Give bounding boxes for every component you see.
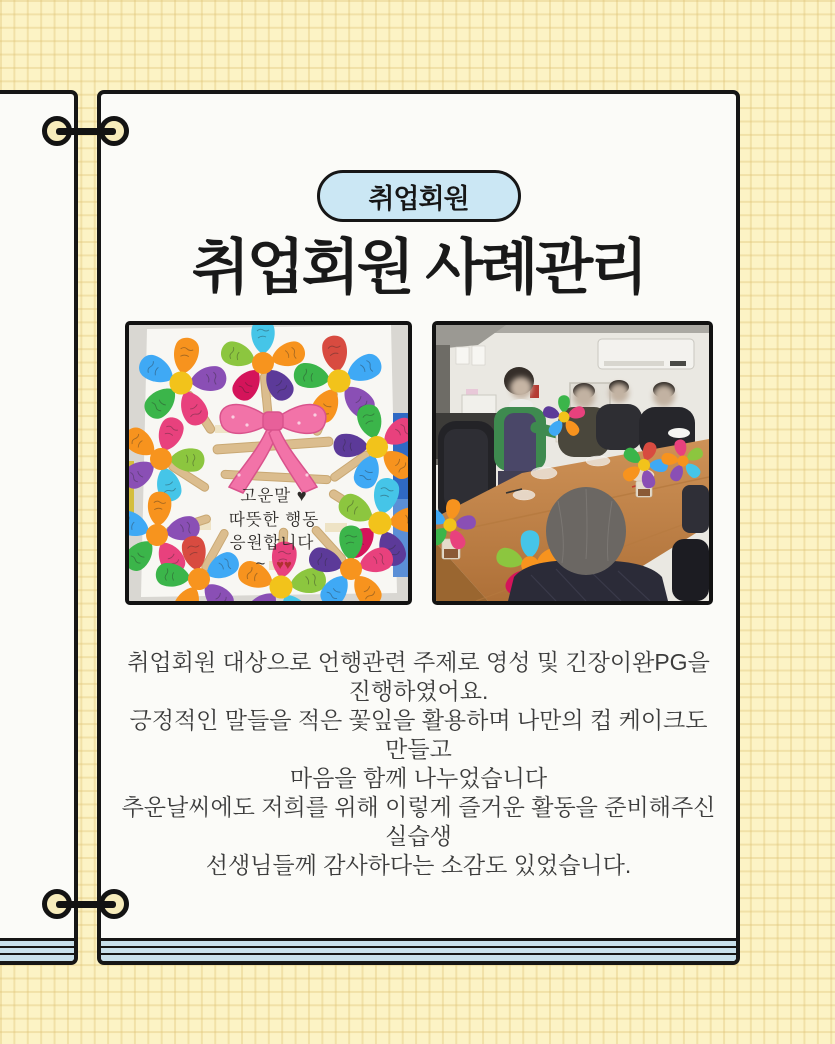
white-bowl [668,428,690,438]
description-line: 선생님들께 감사하다는 소감도 있었습니다. [205,852,632,878]
person-right-jacket [672,539,709,601]
binder-ring-bar-top [56,128,116,135]
page-edge-stripes [101,938,736,961]
caption-line-4: ~ [255,555,266,573]
page-edge-stripes [0,938,74,961]
back-page-blank [0,94,74,938]
blurred-face [653,385,675,407]
photo-flower-board [125,321,412,605]
caption-heart-icon: ♥♥ [275,557,292,572]
blurred-face [573,386,595,408]
page-title: 취업회원 사례관리 [191,234,646,301]
description-line: 긍정적인 말들을 적은 꽃잎을 활용하며 나만의 컵 케이크도 만들고 [129,707,708,762]
caption-line-1: 고운말 ♥ [239,487,308,505]
description-line: 취업회원 대상으로 언행관련 주제로 영성 및 긴장이완PG을 [127,649,710,675]
description-line: 마음을 함께 나누었습니다 [289,765,548,791]
blurred-face [609,383,629,403]
description-line: 추운날씨에도 저희를 위해 이렇게 즐거운 활동을 준비해주신 실습생 [121,794,716,849]
notebook-page [97,90,740,965]
blurred-face [510,377,532,399]
caption-line-3: 응원합니다 [229,534,314,552]
category-badge: 취업회원 [317,170,521,222]
description-text [119,648,719,880]
group-activity-illustration [436,325,709,601]
description-line: 진행하였어요. [348,678,489,704]
back-page [0,90,78,965]
binder-ring-bar-bottom [56,901,116,908]
air-conditioner [598,339,694,369]
photo-group-activity [432,321,713,605]
caption-line-2: 따뜻한 행동 [228,511,319,529]
photo-row [125,321,713,605]
flower-board-illustration [129,325,408,601]
office-chair-right [682,485,709,533]
